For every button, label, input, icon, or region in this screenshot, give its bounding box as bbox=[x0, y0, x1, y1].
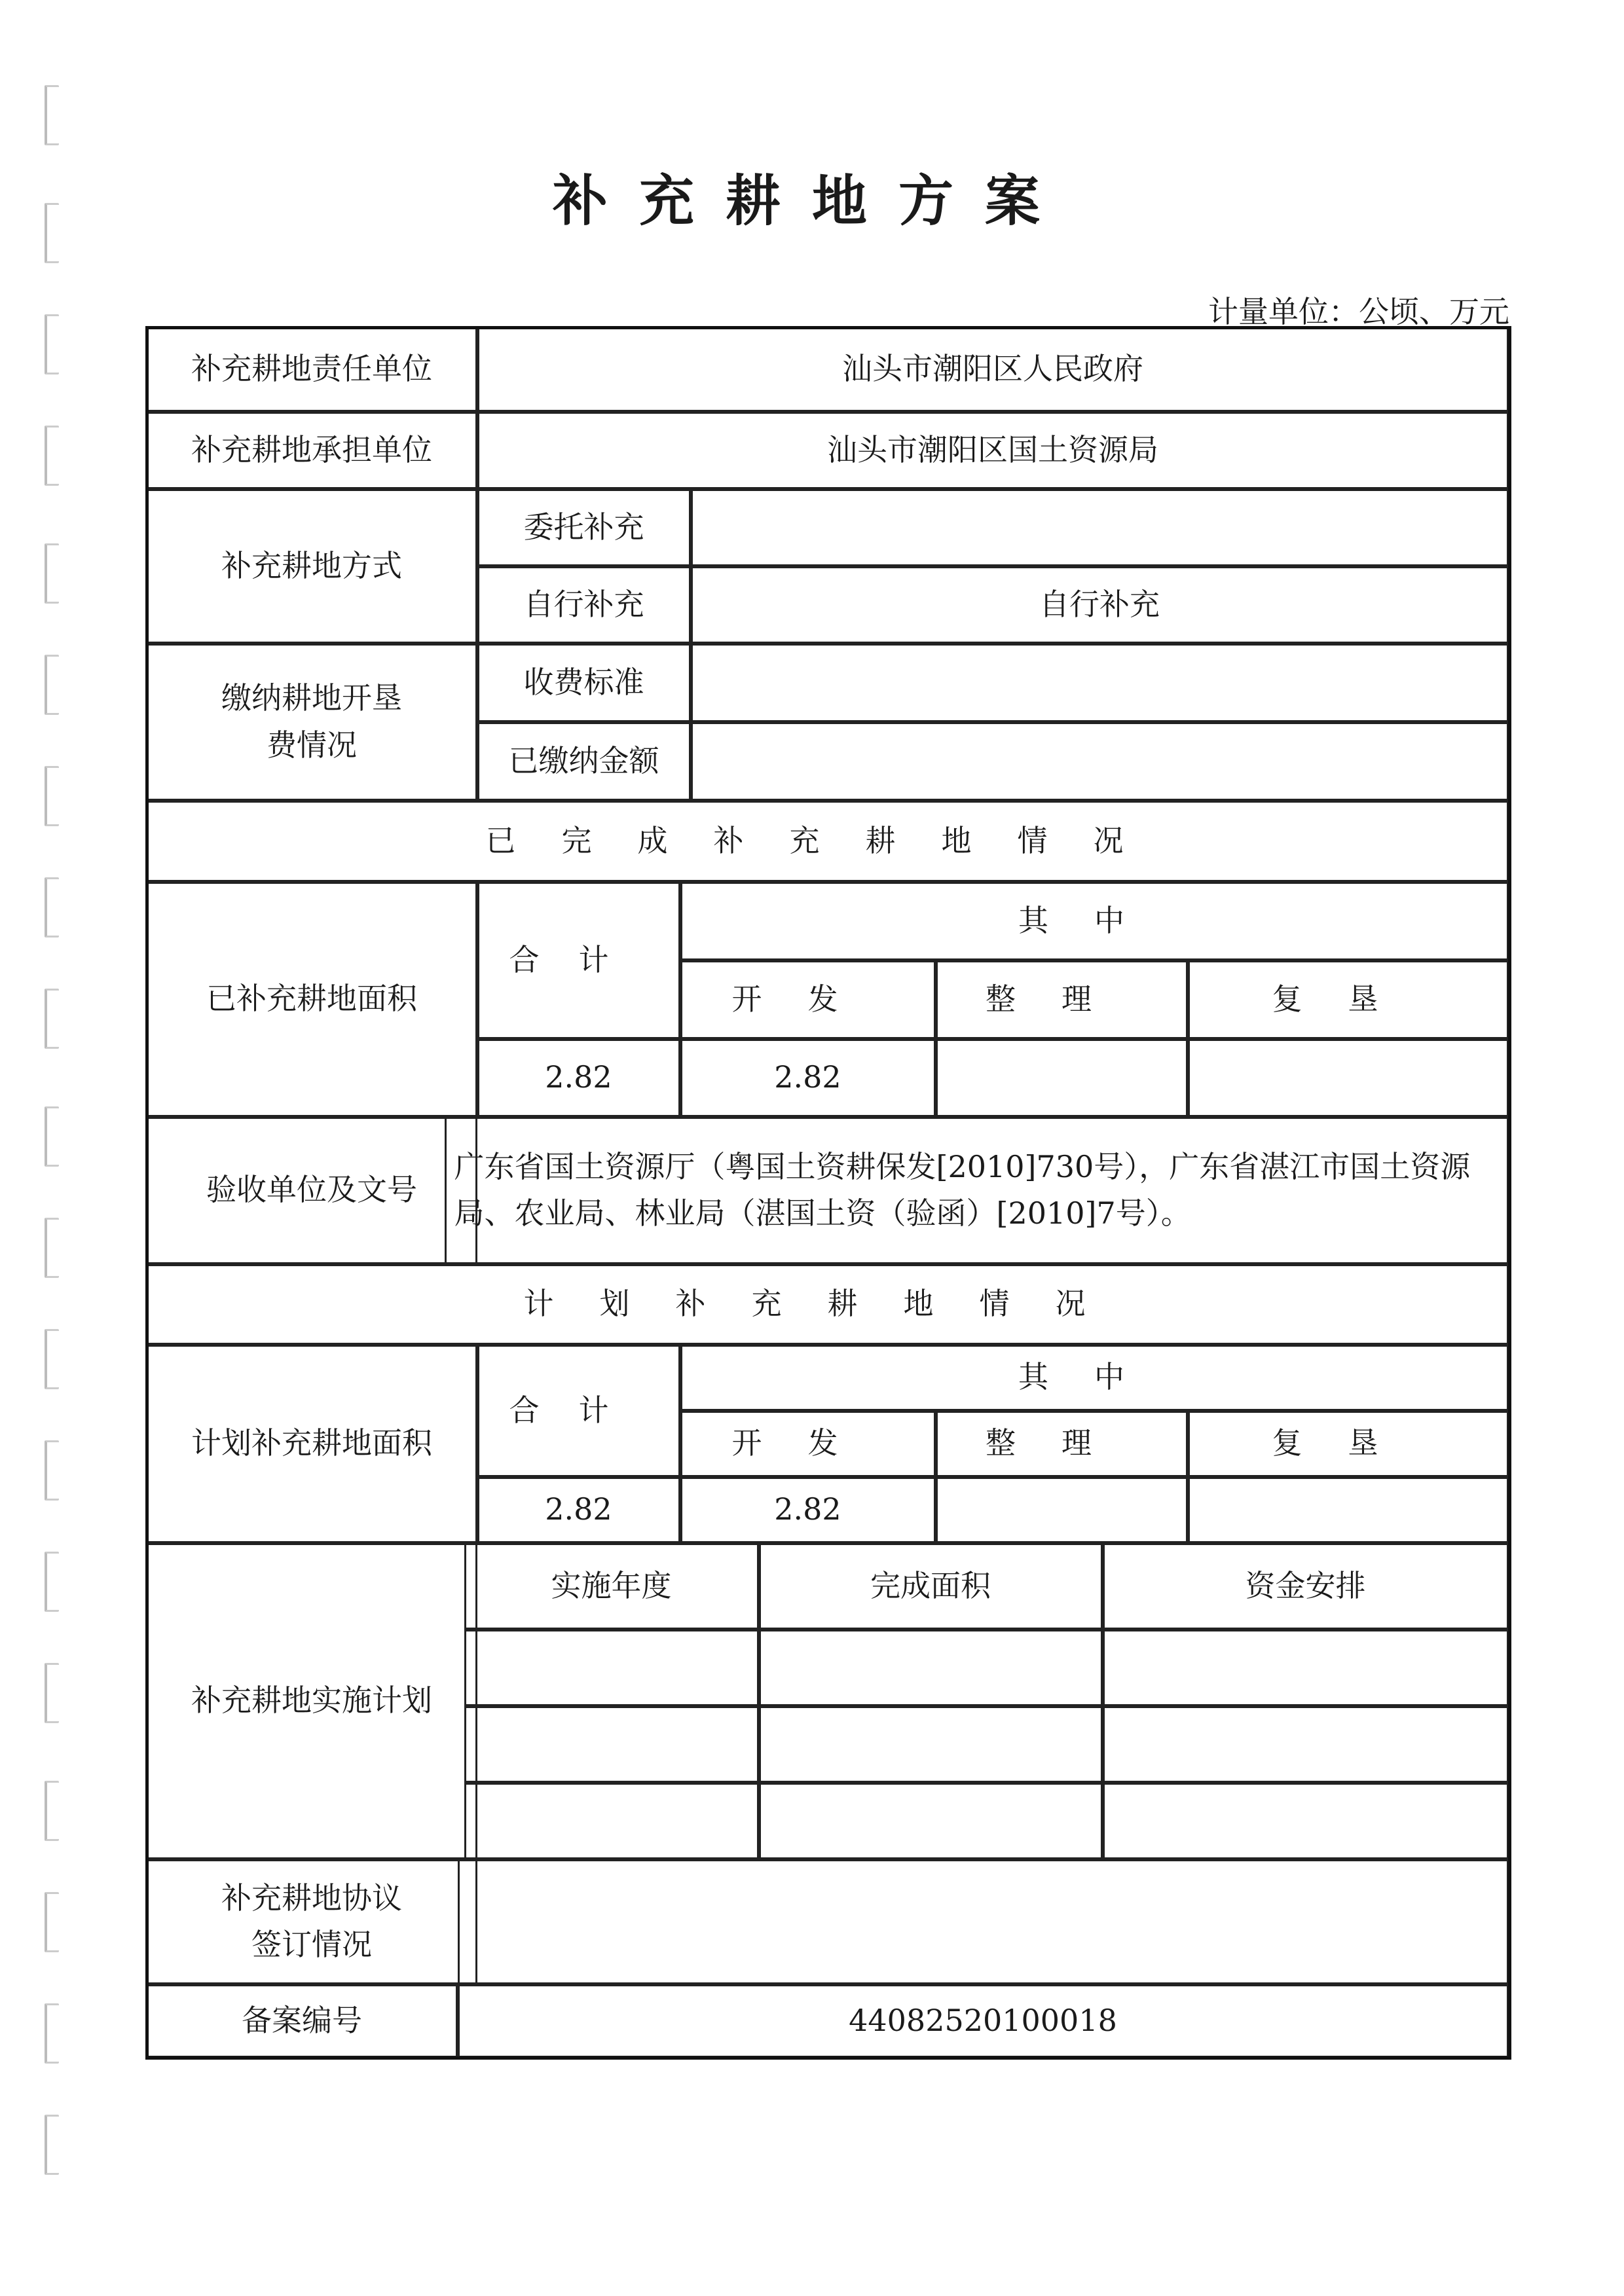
method-label: 补充耕地方式 bbox=[147, 489, 477, 644]
planned-area-label: 计划补充耕地面积 bbox=[147, 1345, 477, 1543]
completed-consolidate-header: 整理 bbox=[936, 960, 1188, 1039]
agreement-value bbox=[458, 1859, 1509, 1984]
plan-fund-header: 资金安排 bbox=[1103, 1543, 1509, 1630]
completed-reclaim-value bbox=[1188, 1039, 1509, 1117]
acceptance-value: 广东省国土资源厅（粤国土资耕保发[2010]730号），广东省湛江市国土资源局、农业局、林业局（湛国土资（验函）[2010]7号）。 bbox=[445, 1117, 1509, 1264]
completed-of-which-header: 其中 bbox=[680, 882, 1509, 960]
planned-of-which-header: 其中 bbox=[680, 1345, 1509, 1411]
unit-note: 计量单位：公顷、万元 bbox=[1208, 294, 1509, 329]
plan-row-area bbox=[759, 1630, 1103, 1706]
completed-develop-header: 开发 bbox=[680, 960, 936, 1039]
plan-row-area bbox=[759, 1783, 1103, 1859]
completed-area-label: 已补充耕地面积 bbox=[147, 882, 477, 1117]
planned-develop-value: 2.82 bbox=[680, 1477, 936, 1543]
planned-section-header: 计划补充耕地情况 bbox=[147, 1264, 1509, 1345]
plan-row-area bbox=[759, 1706, 1103, 1783]
filing-value: 44082520100018 bbox=[458, 1984, 1509, 2058]
fee-paid-label: 已缴纳金额 bbox=[477, 722, 691, 801]
plan-row-fund bbox=[1103, 1630, 1509, 1706]
plan-area-header: 完成面积 bbox=[759, 1543, 1103, 1630]
responsible-unit-value: 汕头市潮阳区人民政府 bbox=[477, 327, 1509, 412]
acceptance-label: 验收单位及文号 bbox=[147, 1117, 477, 1264]
fee-label: 缴纳耕地开垦费情况 bbox=[147, 644, 477, 801]
plan-label: 补充耕地实施计划 bbox=[147, 1543, 477, 1859]
completed-develop-value: 2.82 bbox=[680, 1039, 936, 1117]
plan-row-year bbox=[464, 1783, 759, 1859]
planned-reclaim-header: 复垦 bbox=[1188, 1411, 1509, 1477]
responsible-unit-label: 补充耕地责任单位 bbox=[147, 327, 477, 412]
plan-row-fund bbox=[1103, 1706, 1509, 1783]
fee-standard-label: 收费标准 bbox=[477, 644, 691, 722]
completed-consolidate-value bbox=[936, 1039, 1188, 1117]
planned-total-header: 合计 bbox=[477, 1345, 680, 1477]
completed-total-value: 2.82 bbox=[477, 1039, 680, 1117]
plan-row-fund bbox=[1103, 1783, 1509, 1859]
fee-standard-value bbox=[691, 644, 1509, 722]
filing-label: 备案编号 bbox=[147, 1984, 458, 2058]
planned-total-value: 2.82 bbox=[477, 1477, 680, 1543]
plan-year-header: 实施年度 bbox=[464, 1543, 759, 1630]
completed-total-header: 合计 bbox=[477, 882, 680, 1039]
method-entrust-label: 委托补充 bbox=[477, 489, 691, 566]
planned-reclaim-value bbox=[1188, 1477, 1509, 1543]
fee-paid-value bbox=[691, 722, 1509, 801]
completed-reclaim-header: 复垦 bbox=[1188, 960, 1509, 1039]
completed-section-header: 已完成补充耕地情况 bbox=[147, 801, 1509, 882]
planned-develop-header: 开发 bbox=[680, 1411, 936, 1477]
method-self-value: 自行补充 bbox=[691, 566, 1509, 644]
method-self-label: 自行补充 bbox=[477, 566, 691, 644]
undertaking-unit-value: 汕头市潮阳区国土资源局 bbox=[477, 412, 1509, 489]
plan-row-year bbox=[464, 1706, 759, 1783]
undertaking-unit-label: 补充耕地承担单位 bbox=[147, 412, 477, 489]
agreement-label: 补充耕地协议签订情况 bbox=[147, 1859, 477, 1984]
method-entrust-value bbox=[691, 489, 1509, 566]
planned-consolidate-header: 整理 bbox=[936, 1411, 1188, 1477]
planned-consolidate-value bbox=[936, 1477, 1188, 1543]
plan-row-year bbox=[464, 1630, 759, 1706]
document-title: 补充耕地方案 bbox=[552, 168, 1071, 233]
